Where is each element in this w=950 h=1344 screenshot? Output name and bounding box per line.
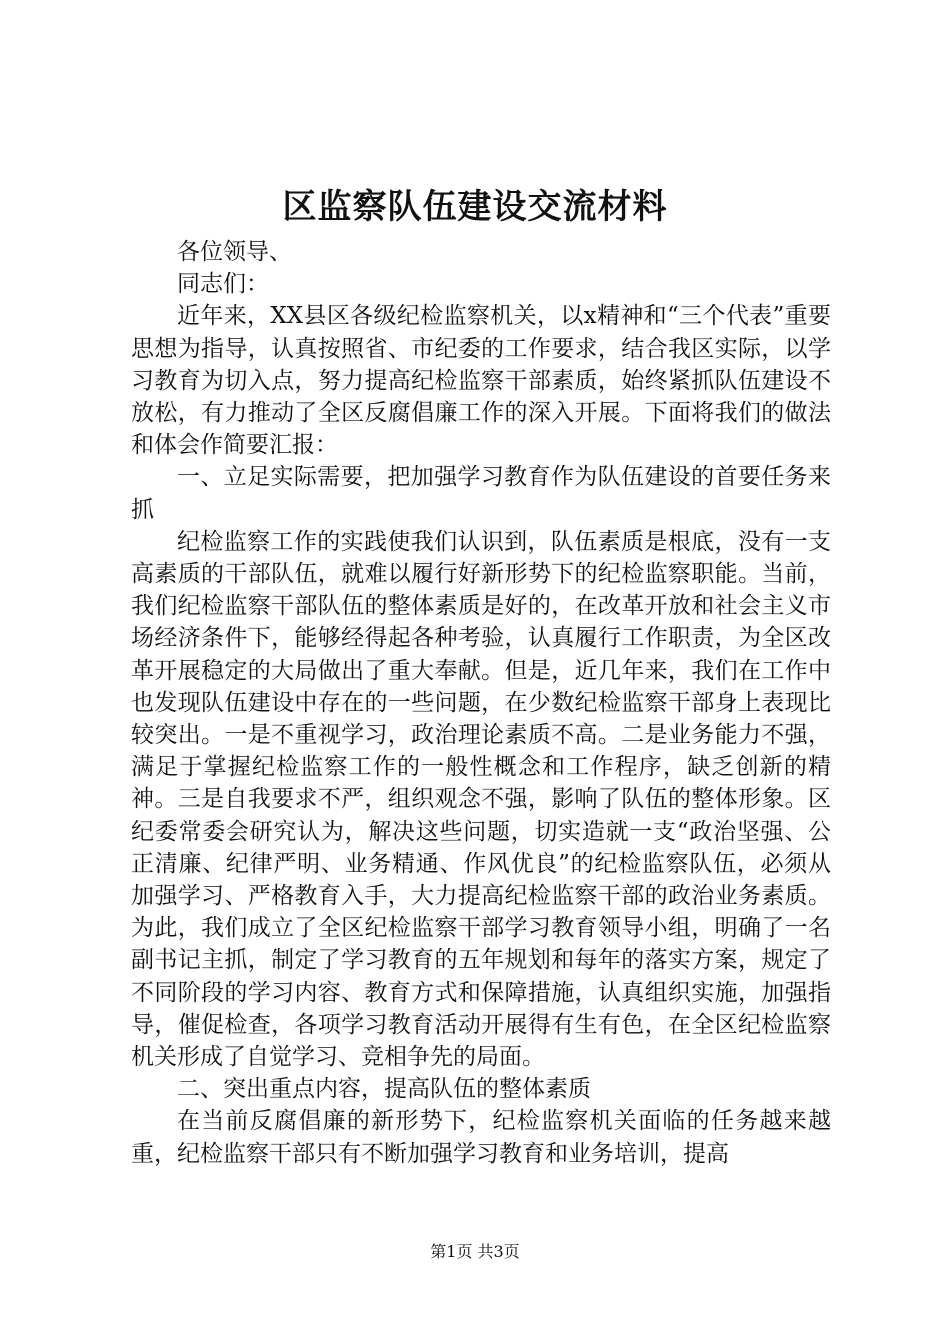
page-number: 第1页 共3页 bbox=[430, 1242, 520, 1261]
section-heading-1: 一、立足实际需要，把加强学习教育作为队伍建设的首要任务来抓 bbox=[131, 464, 831, 523]
body-paragraph-1: 纪检监察工作的实践使我们认识到，队伍素质是根底，没有一支高素质的干部队伍，就难以履行好新形势下的纪检监察职能。当前，我们纪检监察干部队伍的整体素质是好的，在改革开放和社会主义市场经济条件下，能够经得起各种考验，认真履行工作职责，为全区改革开展稳定的大局做出了重大奉献。但是，近几年来，我们在工作中也发现队伍建设中存在的一些问题，在少数纪检监察干部身上表现比较突出。一是不重视学习，政治理论素质不高。二是业务能力不强，满足于掌握纪检监察工作的一般性概念和工作程序，缺乏创新的精神。三是自我要求不严，组织观念不强，影响了队伍的整体形象。区纪委常委会研究认为，解决这些问题，切实造就一支“政治坚强、公正清廉、纪律严明、业务精通、作风优良”的纪检监察队伍，必须从加强学习、严格教育入手，大力提高纪检监察干部的政治业务素质。为此，我们成立了全区纪检监察干部学习教育领导小组，明确了一名副书记主抓，制定了学习教育的五年规划和每年的落实方案，规定了不同阶段的学习内容、教育方式和保障措施，认真组织实施，加强指导，催促检查，各项学习教育活动开展得有生有色，在全区纪检监察机关形成了自觉学习、竞相争先的局面。 bbox=[131, 528, 831, 1071]
body-paragraph-2: 在当前反腐倡廉的新形势下，纪检监察机关面临的任务越来越重，纪检监察干部只有不断加强学习教育和业务培训，提高 bbox=[131, 1108, 831, 1167]
document-body bbox=[131, 236, 831, 1170]
salutation-2: 同志们： bbox=[177, 271, 269, 298]
document-title: 区监察队伍建设交流材料 bbox=[282, 187, 668, 227]
salutation-1: 各位领导、 bbox=[177, 239, 292, 265]
intro-paragraph: 近年来，XX县区各级纪检监察机关，以x精神和“三个代表”重要思想为指导，认真按照省、市纪委的工作要求，结合我区实际，以学习教育为切入点，努力提高纪检监察干部素质，始终紧抓队伍建设不放松，有力推动了全区反腐倡廉工作的深入开展。下面将我们的做法和体会作简要汇报： bbox=[131, 303, 831, 459]
section-heading-2: 二、突出重点内容，提高队伍的整体素质 bbox=[177, 1076, 591, 1103]
